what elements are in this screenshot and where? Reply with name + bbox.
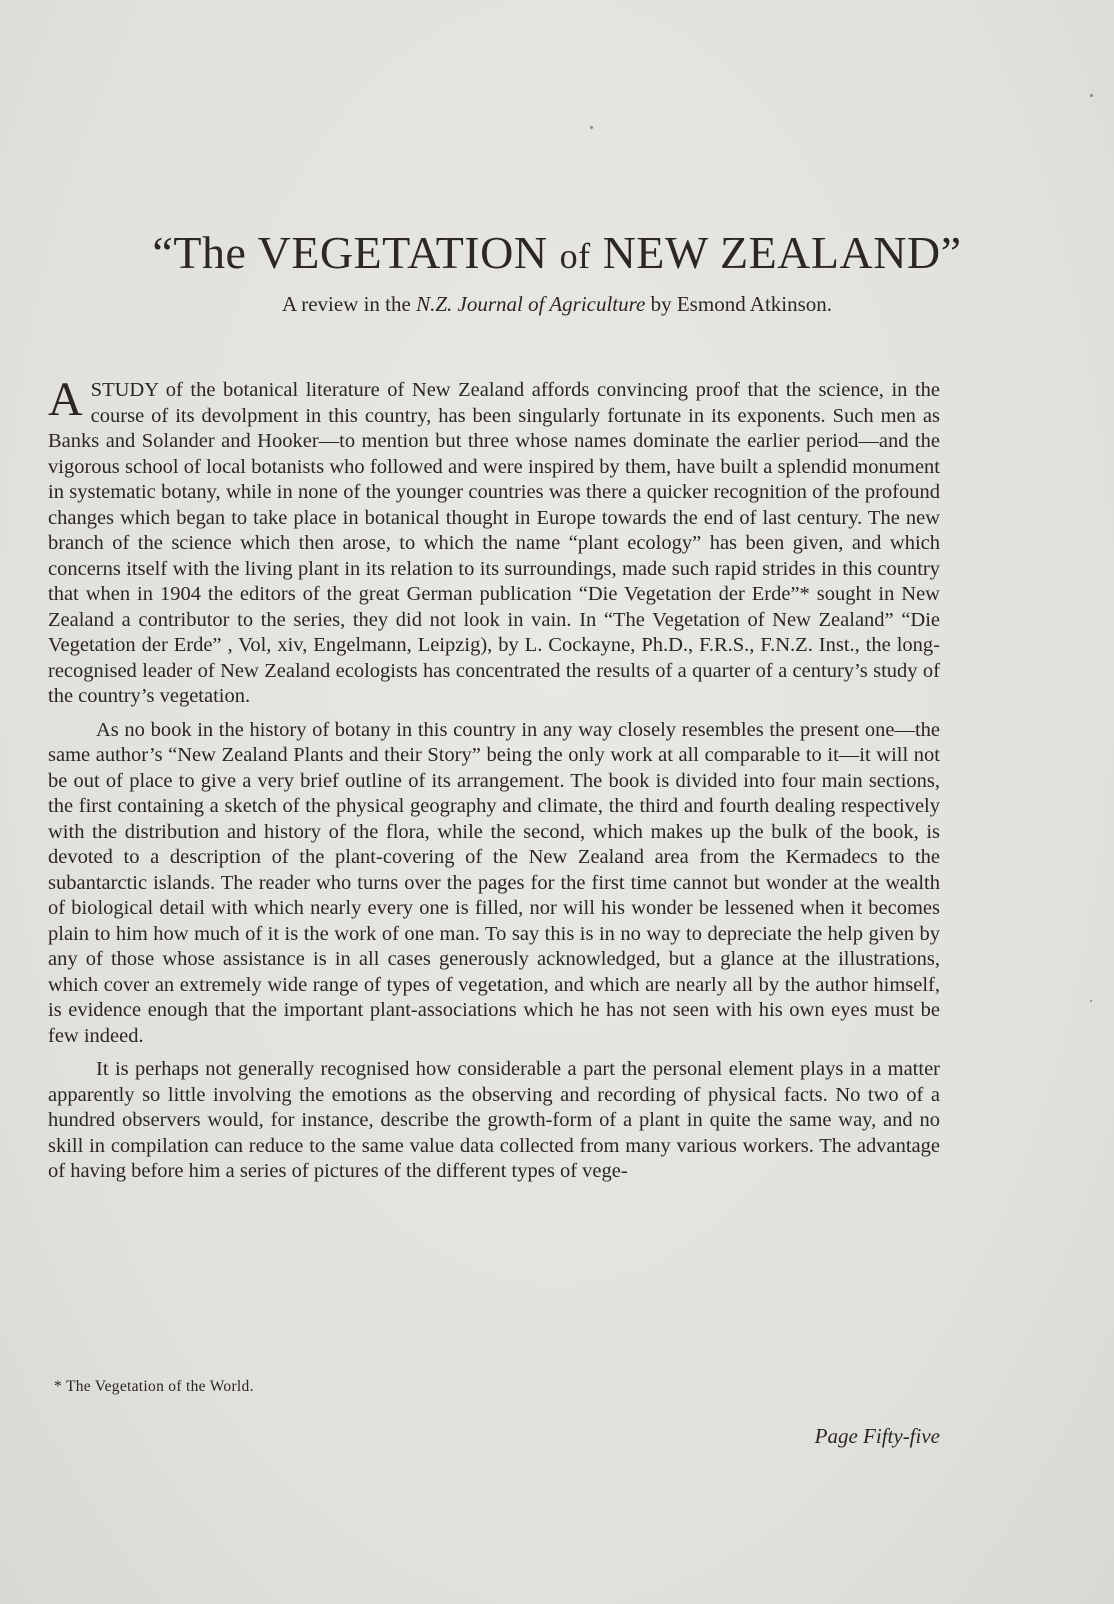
title-of: of — [559, 236, 591, 276]
paragraph-1-text: STUDY of the botanical literature of New Zealand affords convincing proof that the science, in the course of its devolpment in this country, has been singularly fortunate in its exponents. Such men as Banks and Solander and Hooker—to mention but three whose names dominate the earlier period—and the vigorous school of local botanists who followed and were inspired by them, have built a splendid monument in systematic botany, while in none of the younger countries was there a quicker recognition of the profound changes which began to take place in botanical thought in Europe towards the end of last century. The new branch of the science which then arose, to which the name “plant ecology” has been given, and which concerns itself with the living plant in its relation to its surroundings, made such rapid strides in this country that when in 1904 the editors of the great German publication “Die Vegetation der Erde”* sought in New Zealand a contributor to the series, they did not look in vain. In “The Vegetation of New Zealand” “Die Vegetation der Erde” , Vol, xiv, Engelmann, Leipzig), by L. Cockayne, Ph.D., F.R.S., F.N.Z. Inst., the long-recognised leader of New Zealand ecologists has concentrated the results of a quarter of a century’s study of the country’s vegetation. — [48, 379, 940, 707]
paper-speck — [1090, 1000, 1092, 1002]
journal-name: N.Z. Journal of Agriculture — [416, 292, 646, 316]
article-title — [30, 226, 1084, 279]
subtitle-prefix: A review in the — [281, 292, 417, 316]
title-part-1: “The VEGETATION — [152, 227, 560, 278]
paragraph-2: As no book in the history of botany in this country in any way closely resembles the present one—the same author’s “New Zealand Plants and their Story” being the only work at all comparable to it—it will not be out of place to give a very brief outline of its arrangement. The book is divided into four main sections, the first containing a sketch of the physical geography and climate, the third and fourth dealing respectively with the distribution and history of the flora, while the second, which makes up the bulk of the book, is devoted to a description of the plant-covering of the New Zealand area from the Kermadecs to the subantarctic islands. The reader who turns over the pages for the first time cannot but wonder at the wealth of biological detail with which nearly every one is filled, nor will his wonder be lessened when it becomes plain to him how much of it is the work of one man. To say this is in no way to depreciate the help given by any of those whose assistance is in all cases generously acknowledged, but a glance at the illustrations, which cover an extremely wide range of types of vegetation, and which are nearly all by the author himself, is evidence enough that the important plant-associations which he has not seen with his own eyes must be few indeed. — [48, 718, 940, 1047]
paper-speck — [1090, 94, 1093, 97]
page-number: Page Fifty-five — [814, 1424, 940, 1448]
footnote: * The Vegetation of the World. — [54, 1378, 254, 1395]
subtitle-suffix: by Esmond Atkinson. — [645, 292, 833, 316]
paper-speck — [590, 126, 593, 129]
article-body — [48, 373, 940, 1193]
paragraph-3: It is perhaps not generally recognised how considerable a part the personal element plays in a matter apparently so little involving the emotions as the observing and recording of physical facts. No two of a hundred observers would, for instance, describe the growth-form of a plant in quite the same way, and no skill in compilation can reduce to the same value data collected from many various workers. The advantage of having before him a series of pictures of the different types of vege- — [48, 1058, 940, 1182]
paragraph-1 — [48, 373, 940, 710]
article-subtitle — [30, 292, 1084, 317]
drop-cap: A — [48, 373, 83, 426]
title-part-2: NEW ZEALAND” — [590, 227, 962, 278]
